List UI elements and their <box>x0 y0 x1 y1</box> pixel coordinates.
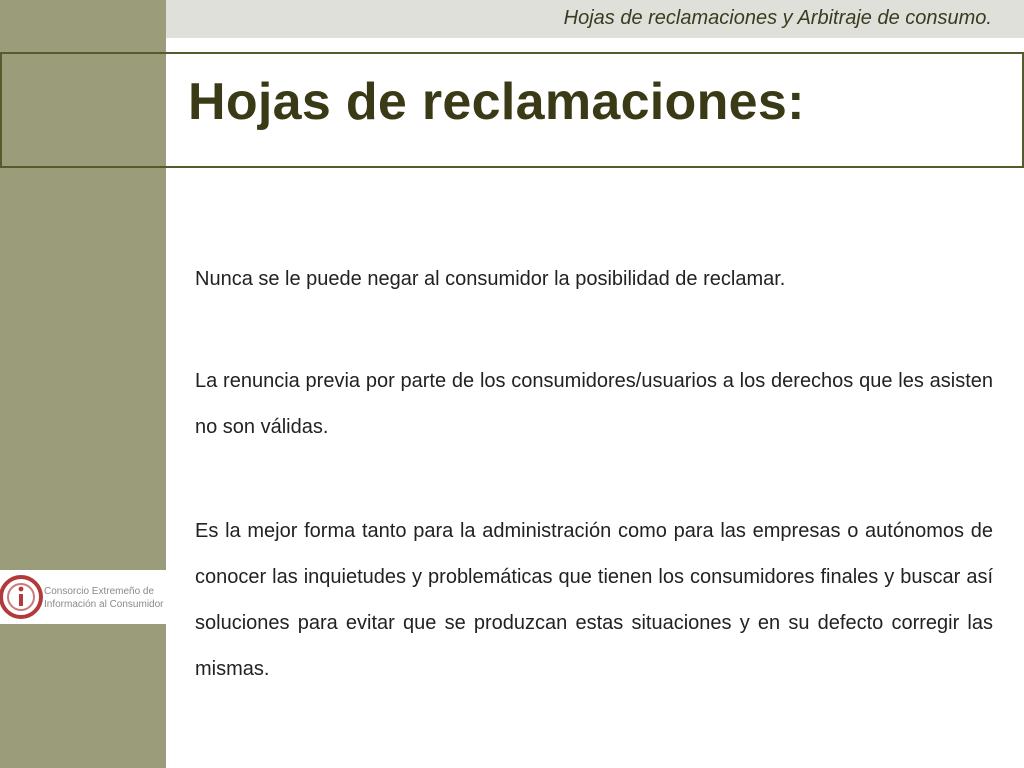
info-circle-icon <box>0 570 44 624</box>
paragraph-2: La renuncia previa por parte de los consumidores/usuarios a los derechos que les asisten no son válidas. <box>195 370 993 438</box>
header-subtitle: Hojas de reclamaciones y Arbitraje de consumo. <box>563 7 992 29</box>
page-title: Hojas de reclamaciones: <box>188 73 805 131</box>
paragraph-1: Nunca se le puede negar al consumidor la posibilidad de reclamar. <box>195 268 786 290</box>
logo-text <box>44 585 164 611</box>
header-bar <box>166 0 1024 38</box>
logo-line-1: Consorcio Extremeño de <box>44 586 155 597</box>
paragraph-3: Es la mejor forma tanto para la administración como para las empresas o autónomos de conocer las inquietudes y problemáticas que tienen los consumidores finales y buscar así soluciones para evitar que se produzcan estas situaciones y en su defecto corregir las mismas. <box>195 520 993 680</box>
logo-line-2: Información al Consumidor <box>44 599 164 610</box>
consortium-logo <box>0 570 166 624</box>
